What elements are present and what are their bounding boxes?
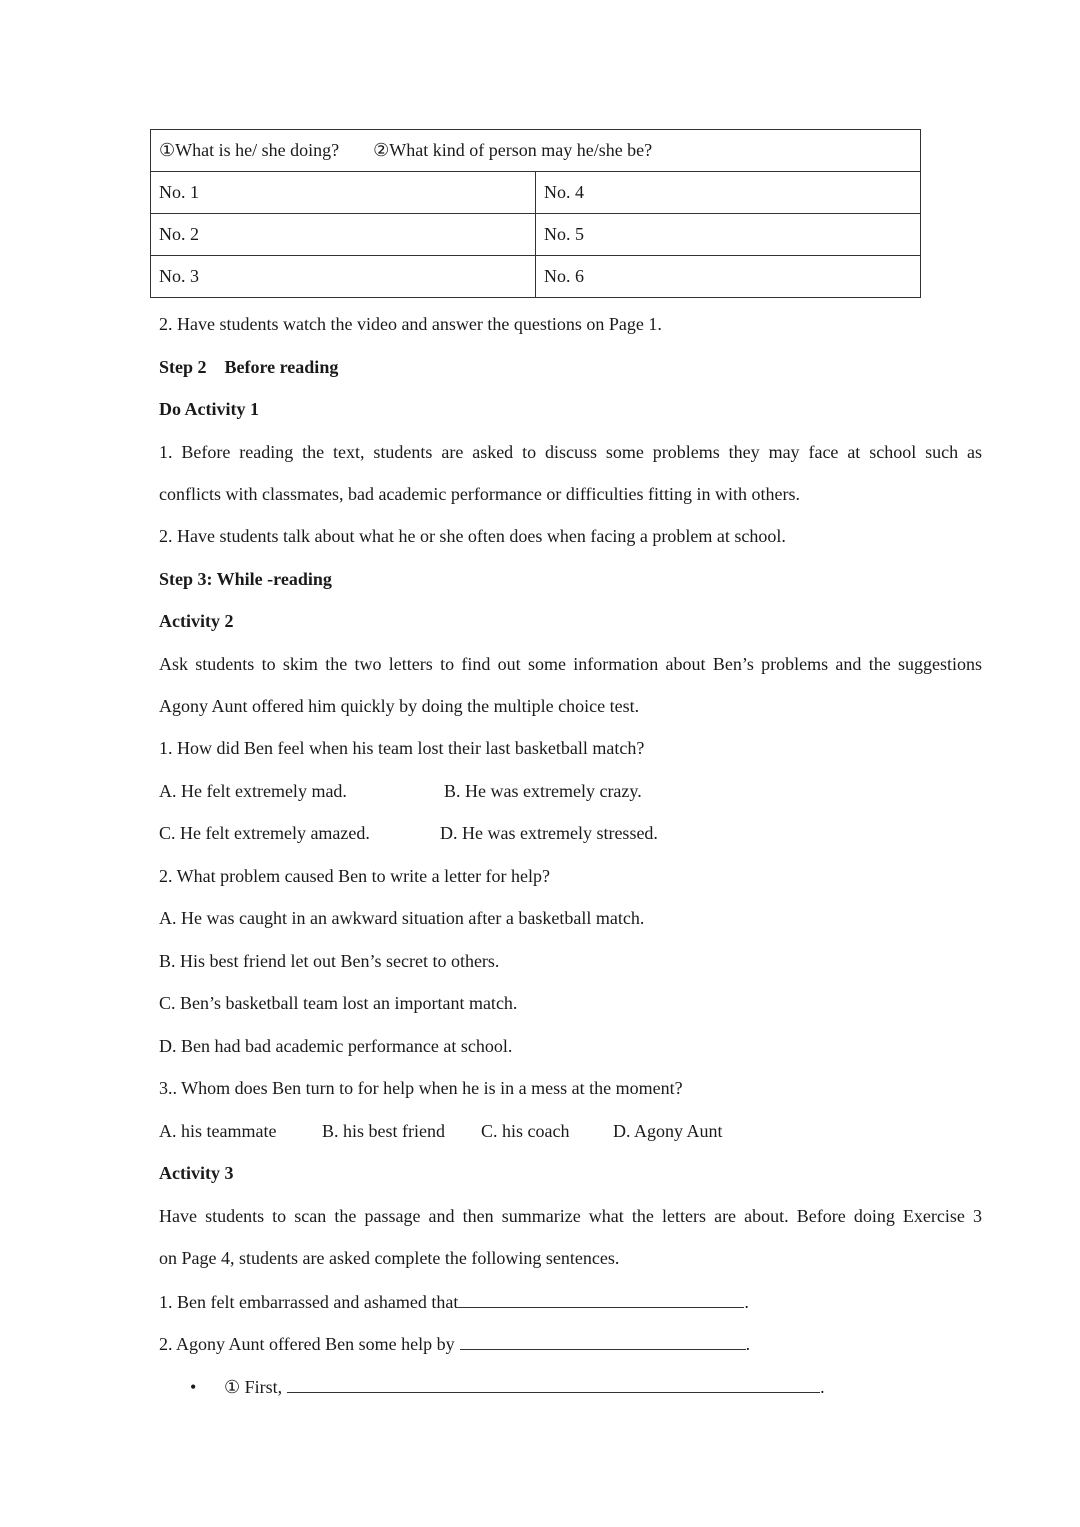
question-2-option-d: D. Ben had bad academic performance at school. [159,1036,513,1056]
question-2-option-b: B. His best friend let out Ben’s secret to others. [159,951,500,971]
table-row [151,214,921,256]
table-cell: No. 2 [151,214,536,256]
table-cell: No. 1 [151,172,536,214]
activity-2-intro-line-2: Agony Aunt offered him quickly by doing the multiple choice test. [159,696,640,716]
question-3-option-a: A. his teammate [159,1121,277,1141]
activity-2-heading: Activity 2 [159,611,234,631]
activity-3-intro-line-2: on Page 4, students are asked complete the following sentences. [159,1248,620,1268]
bullet-item-first [190,1374,825,1399]
question-1: 1. How did Ben feel when his team lost their last basketball match? [159,738,645,758]
sentence-2-period: . [745,1334,751,1354]
sentence-2-blank [460,1331,746,1350]
question-3-option-b: B. his best friend [322,1121,445,1141]
question-1-options-row-1 [159,779,642,803]
activity-3-heading: Activity 3 [159,1163,234,1183]
question-3-option-d: D. Agony Aunt [613,1121,723,1141]
activity-3-intro-line-1: Have students to scan the passage and then summarize what the letters are about. Before doing Exercise 3 [159,1206,982,1226]
sentence-1-period: . [744,1292,749,1312]
sentence-2-text: 2. Agony Aunt offered Ben some help by [159,1334,455,1354]
activity-2-intro-line-1: Ask students to skim the two letters to find out some information about Ben’s problems and the suggestions [159,654,982,674]
activity-1-item-2: 2. Have students talk about what he or she often does when facing a problem at school. [159,526,786,546]
question-3-options [159,1119,723,1143]
table-header-question-2: ②What kind of person may he/she be? [373,140,653,160]
question-2-option-c: C. Ben’s basketball team lost an important match. [159,993,518,1013]
table-cell: No. 4 [536,172,921,214]
bullet-dot-icon: • [190,1377,197,1397]
table-header-row [151,130,921,172]
step-3-heading: Step 3: While -reading [159,569,332,589]
sentence-2 [159,1331,750,1356]
question-3: 3.. Whom does Ben turn to for help when he is in a mess at the moment? [159,1078,683,1098]
table-cell: No. 5 [536,214,921,256]
activity-1-item-1-line-2: conflicts with classmates, bad academic performance or difficulties fitting in with others. [159,484,800,504]
question-1-option-d: D. He was extremely stressed. [440,823,658,843]
sentence-1-text: 1. Ben felt embarrassed and ashamed that [159,1292,459,1312]
table-header-question-1: ①What is he/ she doing? [159,140,340,160]
question-2: 2. What problem caused Ben to write a letter for help? [159,866,551,886]
do-activity-1-heading: Do Activity 1 [159,399,259,419]
bullet-item-first-period: . [820,1377,825,1397]
question-1-option-a: A. He felt extremely mad. [159,781,347,801]
question-1-options-row-2 [159,821,658,845]
bullet-item-first-text: ① First, [224,1377,283,1397]
question-1-option-c: C. He felt extremely amazed. [159,823,370,843]
question-1-option-b: B. He was extremely crazy. [444,781,642,801]
activity-1-item-1-line-1: 1. Before reading the text, students are asked to discuss some problems they may face at school such as [159,442,982,462]
table-cell: No. 3 [151,256,536,298]
question-2-option-a: A. He was caught in an awkward situation after a basketball match. [159,908,645,928]
table-cell: No. 6 [536,256,921,298]
question-3-option-c: C. his coach [481,1121,570,1141]
sentence-1-blank [458,1289,744,1308]
bullet-item-first-blank [287,1374,820,1393]
step-2-heading: Step 2 Before reading [159,357,339,377]
sentence-1 [159,1289,749,1314]
table-row [151,256,921,298]
observation-table [150,129,921,298]
watch-video-line: 2. Have students watch the video and answer the questions on Page 1. [159,314,662,334]
table-row [151,172,921,214]
table-header-cell [151,130,921,172]
